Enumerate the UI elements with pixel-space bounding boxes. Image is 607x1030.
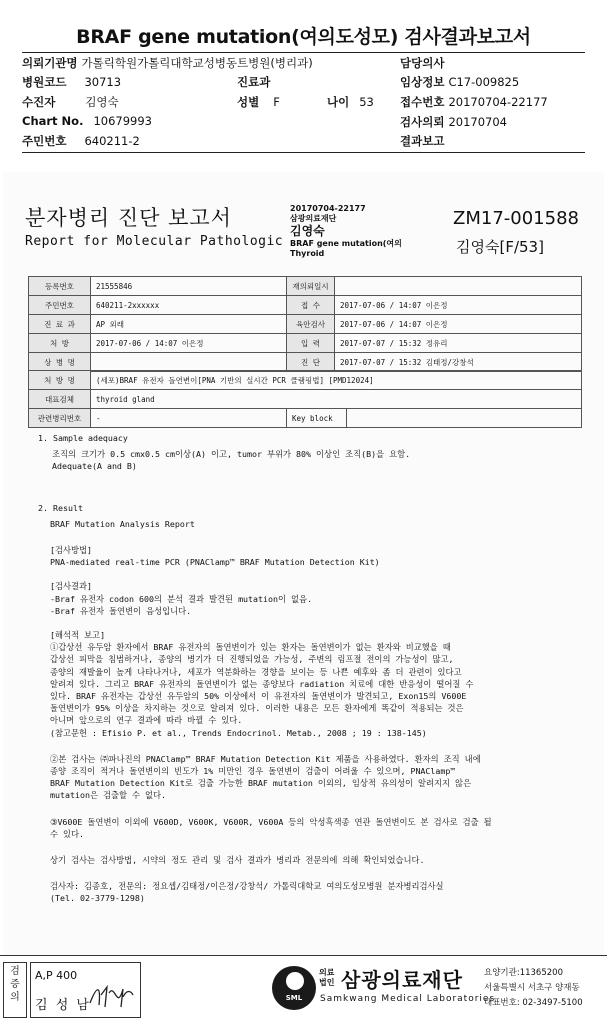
id-row [22, 133, 140, 149]
doctor-label: 담당의사 [400, 56, 445, 70]
table-row [29, 315, 582, 334]
tel-text: (Tel. 02-3779-1298) [50, 893, 145, 904]
receive-label: 접 수 [287, 296, 335, 315]
clinical-value: C17-009825 [448, 75, 520, 89]
receive-value: 2017-07-06 / 14:07 이은정 [335, 296, 582, 315]
department-label: 진료과 [237, 75, 271, 89]
id-value: 640211-2 [84, 134, 140, 148]
hospital-code-label: 병원코드 [22, 75, 67, 89]
org-contact [484, 966, 583, 1011]
institution-row [22, 55, 313, 71]
request-date-row [400, 114, 507, 130]
organ-label: 대표검체 [29, 390, 91, 409]
method-text: PNA-mediated real-time PCR (PNAClamp™ BRAF Mutation Detection Kit) [50, 557, 380, 568]
stamp-text: 검 증 의 [10, 966, 20, 1003]
receipt-label: 접수번호 [400, 95, 445, 109]
interp-line: 있다. BRAF 유전자는 갑상선 유두암의 50% 이상에서 이 유전자의 돌연변이가 발견되고, Exon15의 V600E [50, 691, 467, 702]
signature-icon [87, 981, 135, 1011]
sex-row [237, 94, 280, 110]
id-value: 640211-2xxxxxx [91, 296, 287, 315]
id-label: 주민번호 [29, 296, 91, 315]
diag-value: 2017-07-07 / 15:32 김태정/강창석 [335, 353, 582, 372]
patient-row [22, 94, 119, 110]
sample-text: 조직의 크기가 0.5 cmx0.5 cm이상(A) 이고, tumor 부위가 80% 이상인 조직(B)을 요함. [52, 449, 411, 460]
result-heading: [검사결과] [50, 581, 93, 592]
sample-result: Adequate(A and B) [52, 461, 137, 472]
result-line: -Braf 유전자 돌연변이 음성입니다. [50, 605, 192, 616]
sticker-line1: 20170704-22177 [290, 204, 366, 213]
interp-line: 알려져 있다. 그리고 BRAF 유전자의 돌연변이가 없는 종양보다 radiation 치료에 대한 반응성이 떨어질 수 [50, 678, 474, 689]
interp-reference: (참고문헌 : Efisio P. et al., Trends Endocrinol. Metab., 2008 ; 19 : 138-145) [50, 727, 427, 738]
section-heading: 2. Result [38, 503, 83, 513]
verifier-box [30, 962, 141, 1018]
age-label: 나이 [327, 95, 350, 109]
org-tel: 대표번호: 02-3497-5100 [484, 998, 583, 1008]
age-value: 53 [359, 95, 374, 109]
sticker-line2: 삼광의료재단 [290, 214, 337, 223]
disease-label: 상 병 명 [29, 353, 91, 372]
table-row [29, 371, 582, 390]
sex-value: F [273, 95, 280, 109]
specimen-sticker [290, 204, 440, 259]
age-row [327, 94, 374, 110]
section-sample [38, 432, 410, 473]
keyblock-label: Key block [287, 409, 347, 428]
org-address: 서울특별시 서초구 양재동 [484, 983, 580, 993]
receipt-value: 20170704-22177 [448, 95, 548, 109]
result-line: -Braf 유전자 codon 600의 분석 결과 발견된 mutation이 없음. [50, 593, 313, 604]
keyblock-value [347, 409, 582, 428]
patient-label: 수진자 [22, 95, 56, 109]
order-doctor-label: 처 방 [29, 334, 91, 353]
interp-heading: [해석적 보고] [50, 630, 106, 641]
page-title: BRAF gene mutation(여의도성모) 검사결과보고서 [76, 26, 531, 48]
institution-label: 의뢰기관명 [22, 56, 78, 70]
interp-line: ①갑상선 유두암 환자에서 BRAF 유전자의 돌연변이가 있는 환자는 돌연변이가 없는 환자와 비교했을 때 [50, 642, 451, 653]
interp-line: 돌연변이가 95% 이상을 차지하는 것으로 알려져 있다. 이러한 내용은 모든 환자에게 똑같이 적용되는 것은 [50, 703, 464, 714]
examiner-text: 검사자: 김종호, 전문의: 정요셉/김태정/이은정/강창석/ 가톨릭대학교 여의도성모병원 분자병리검사실 [50, 881, 444, 892]
clinical-label: 임상정보 [400, 75, 445, 89]
hospital-code-value: 30713 [84, 75, 122, 89]
result-report-label: 결과보고 [400, 134, 445, 148]
disease-value [91, 353, 287, 372]
interp-line: mutation은 검출할 수 없다. [50, 790, 167, 801]
org-code: 요양기관:11365200 [484, 968, 563, 978]
table-row [29, 296, 582, 315]
input-value: 2017-07-07 / 15:32 정유리 [335, 334, 582, 353]
verifier-code: A,P 400 [35, 969, 78, 982]
sticker-line4: Thyroid [290, 249, 325, 258]
reg-no-label: 등록번호 [29, 277, 91, 296]
org-type: 의료 법인 [319, 968, 335, 987]
sticker-name: 김영숙 [290, 224, 325, 238]
report-title-en: Report for Molecular Pathologic [25, 234, 284, 249]
scanned-report [3, 172, 604, 955]
confirm-text: 상기 검사는 검사방법, 시약의 정도 관리 및 검사 결과가 병리과 전문의에 의해 확인되었습니다. [50, 855, 425, 866]
request-date-value: 20170704 [448, 115, 507, 129]
interp-line: 아니며 앞으로의 연구 결과에 따라 바뀔 수 있다. [50, 715, 243, 726]
institution-value: 가톨릭학원가톨릭대학교성병동트병원(병리과) [81, 56, 313, 70]
related-value: - [91, 409, 287, 428]
interp-line: ②본 검사는 ㈜파나진의 PNAClamp™ BRAF Mutation Detection Kit 제품을 사용하였다. 환자의 조직 내에 [50, 753, 481, 764]
divider [22, 52, 585, 53]
re-request-value [335, 277, 582, 296]
report-patient: 김영숙[F/53] [456, 238, 544, 256]
interp-line: 수 있다. [50, 828, 85, 839]
request-date-label: 검사의뢰 [400, 115, 445, 129]
sticker-line3: BRAF gene mutation(여의 [290, 239, 402, 248]
section-result [38, 502, 195, 530]
table-row [29, 409, 582, 428]
input-label: 입 력 [287, 334, 335, 353]
clinical-row [400, 74, 519, 90]
interp-line: 갑상선 피막을 침범하거나, 종양의 병기가 더 진행되었을 가능성, 주변의 림프절 전이의 가능성이 많고, [50, 654, 454, 665]
reg-no-value: 21555846 [91, 277, 287, 296]
table-row [29, 334, 582, 353]
org-name: 삼광의료재단 [341, 968, 463, 992]
id-label: 주민번호 [22, 134, 67, 148]
verifier-name: 김 성 남 [35, 998, 91, 1013]
re-request-label: 재의뢰일시 [287, 277, 335, 296]
related-label: 관련병리번호 [29, 409, 91, 428]
patient-value: 김영숙 [85, 95, 119, 109]
result-details [50, 544, 492, 905]
table-row [29, 353, 582, 372]
info-table [28, 276, 582, 372]
org-name-en: Samkwang Medical Laboratories [320, 994, 496, 1004]
chart-row [22, 114, 152, 128]
result-subtitle: BRAF Mutation Analysis Report [50, 519, 195, 530]
verify-stamp [3, 962, 27, 1018]
gross-value: 2017-07-06 / 14:07 이은정 [335, 315, 582, 334]
section-heading: 1. Sample adequacy [38, 433, 128, 443]
interp-line: ③V600E 돌연변이 이외에 V600D, V600K, V600R, V600A 등의 악성흑색종 연관 돌연변이도 본 검사로 검출 될 [50, 816, 492, 827]
divider [0, 955, 607, 956]
divider [22, 152, 585, 153]
interp-line: 종양 조직이 적거나 돌연변이의 빈도가 1% 미만인 경우 돌연변이 검출이 어려울 수 있으며, PNAClamp™ [50, 766, 456, 777]
order-doctor-value: 2017-07-06 / 14:07 이은정 [91, 334, 287, 353]
chart-value: 10679993 [93, 114, 152, 128]
diag-label: 진 단 [287, 353, 335, 372]
receipt-row [400, 94, 548, 110]
report-title-ko: 분자병리 진단 보고서 [25, 206, 232, 230]
table-row [29, 390, 582, 409]
order-table [28, 370, 582, 428]
dept-value: AP 외래 [91, 315, 287, 334]
interp-line: 종양의 재발율이 높게 나타나거나, 세포가 역분화하는 경향을 보이는 등 나쁜 예후와 좀 더 관련이 있다고 [50, 666, 462, 677]
organ-value: thyroid gland [91, 390, 582, 409]
dept-label: 진 료 과 [29, 315, 91, 334]
method-heading: [검사방법] [50, 545, 93, 555]
order-value: (세포)BRAF 유전자 돌연변이[PNA 기반의 실시간 PCR 클램핑법] [PMD12024] [91, 371, 582, 390]
report-code: ZM17-001588 [453, 208, 579, 229]
interp-line: BRAF Mutation Detection Kit로 검출 가능한 BRAF mutation 이외의, 임상적 유의성이 알려지지 않은 [50, 778, 472, 789]
hospital-code-row [22, 74, 121, 90]
order-label: 처 방 명 [29, 371, 91, 390]
chart-label: Chart No. [22, 114, 84, 128]
gross-label: 육안검사 [287, 315, 335, 334]
sml-logo-icon: SML [272, 966, 316, 1010]
sex-label: 성별 [237, 95, 260, 109]
table-row [29, 277, 582, 296]
